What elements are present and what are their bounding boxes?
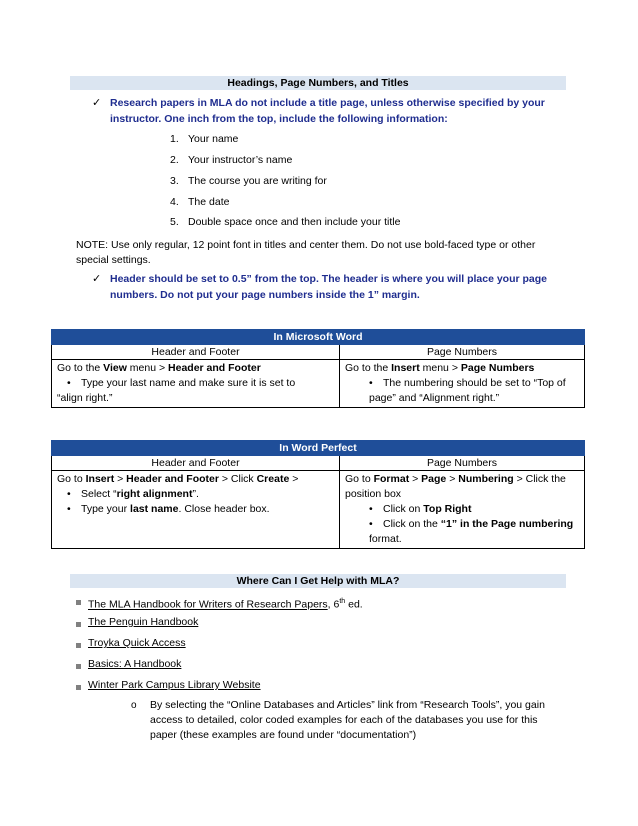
- word-table-title: In Microsoft Word: [52, 330, 585, 345]
- text: th: [339, 598, 346, 605]
- list-item-5: Double space once and then include your title: [188, 216, 401, 228]
- note-line1: NOTE: Use only regular, 12 point font in titles and center them. Do not use bold-faced type or other: [76, 239, 536, 251]
- square-bullet-icon: [76, 600, 81, 605]
- link-penguin-handbook[interactable]: The Penguin Handbook: [88, 616, 199, 628]
- text: menu >: [419, 362, 461, 374]
- text: Numbering: [458, 473, 514, 485]
- text: Page: [421, 473, 447, 485]
- text: Type your last name and make sure it is set to: [81, 377, 296, 389]
- text: Create: [256, 473, 290, 485]
- text: Insert: [85, 473, 115, 485]
- text: >: [446, 473, 459, 485]
- word-table: [51, 329, 585, 408]
- insert-menu-text: Insert: [391, 362, 420, 374]
- text: Top Right: [423, 503, 472, 515]
- note-line2: special settings.: [76, 254, 151, 266]
- text: > Click: [218, 473, 257, 485]
- list-item-2: Your instructor’s name: [188, 154, 293, 166]
- section-heading-help: Where Can I Get Help with MLA?: [70, 574, 566, 588]
- wp-col1-head: Header and Footer: [52, 456, 340, 471]
- list-num-5: 5.: [170, 216, 179, 228]
- text: page” and “Alignment right.”: [369, 392, 500, 404]
- list-num-4: 4.: [170, 196, 179, 208]
- text: “1” in the Page numbering: [440, 518, 574, 530]
- text: , 6: [327, 598, 340, 611]
- wp-col2-cell: [340, 471, 585, 549]
- list-item-4: The date: [188, 196, 230, 208]
- text: Go to the: [57, 362, 104, 374]
- sub-line2: access to detailed, color coded examples for each of the databases you use for this: [150, 714, 538, 726]
- text: right alignment: [116, 488, 193, 500]
- text: > Click the: [513, 473, 566, 485]
- text: ”.: [192, 488, 199, 500]
- bullet: •: [369, 503, 373, 515]
- text: Go to: [345, 473, 374, 485]
- resource-item-1[interactable]: [88, 595, 363, 612]
- sub-line1: By selecting the “Online Databases and Articles” link from “Research Tools”, you gain: [150, 699, 545, 711]
- word-col1-head: Header and Footer: [52, 345, 340, 360]
- text: Click on: [383, 503, 424, 515]
- circle-bullet-icon: o: [131, 700, 137, 711]
- list-num-3: 3.: [170, 175, 179, 187]
- link-troyka-quick-access[interactable]: Troyka Quick Access: [88, 637, 186, 649]
- text: Select “: [81, 488, 117, 500]
- word-col2-cell: [340, 360, 585, 408]
- square-bullet-icon: [76, 664, 81, 669]
- square-bullet-icon: [76, 685, 81, 690]
- page-numbers-text: Page Numbers: [460, 362, 535, 374]
- check2-line2: numbers. Do not put your page numbers inside the 1” margin.: [110, 289, 420, 301]
- list-num-2: 2.: [170, 154, 179, 166]
- wordperfect-table: [51, 440, 585, 549]
- bullet: •: [67, 503, 71, 515]
- text: format.: [369, 533, 402, 545]
- link-mla-handbook[interactable]: The MLA Handbook for Writers of Research Papers: [88, 598, 328, 611]
- text: last name: [130, 503, 179, 515]
- text: Type your: [81, 503, 131, 515]
- checkmark-icon: ✓: [92, 97, 102, 109]
- sub-line3: paper (these examples are found under “documentation”): [150, 729, 417, 741]
- text: >: [409, 473, 422, 485]
- view-menu-text: View: [103, 362, 127, 374]
- text: “align right.”: [57, 392, 113, 404]
- text: . Close header box.: [178, 503, 270, 515]
- text: position box: [345, 488, 402, 500]
- text: menu >: [126, 362, 169, 374]
- text: Header and Footer: [126, 473, 219, 485]
- check2-line1: Header should be set to 0.5” from the top. The header is where you will place your page: [110, 273, 548, 285]
- square-bullet-icon: [76, 643, 81, 648]
- section-heading-headings: Headings, Page Numbers, and Titles: [70, 76, 566, 90]
- text: The numbering should be set to “Top of: [383, 377, 566, 389]
- text: >: [114, 473, 127, 485]
- bullet: •: [369, 518, 373, 530]
- check1-line2: instructor. One inch from the top, include the following information:: [110, 113, 448, 125]
- square-bullet-icon: [76, 622, 81, 627]
- check1-line1: Research papers in MLA do not include a title page, unless otherwise specified by your: [110, 97, 545, 109]
- list-item-1: Your name: [188, 133, 239, 145]
- link-basics-handbook[interactable]: Basics: A Handbook: [88, 658, 182, 670]
- word-col1-cell: [52, 360, 340, 408]
- wp-col1-cell: [52, 471, 340, 549]
- text: >: [289, 473, 299, 485]
- word-col2-head: Page Numbers: [340, 345, 585, 360]
- list-num-1: 1.: [170, 133, 179, 145]
- text: Click on the: [383, 518, 441, 530]
- list-item-3: The course you are writing for: [188, 175, 327, 187]
- bullet: •: [67, 488, 71, 500]
- header-footer-text: Header and Footer: [168, 362, 261, 374]
- wp-col2-head: Page Numbers: [340, 456, 585, 471]
- wp-table-title: In Word Perfect: [52, 441, 585, 456]
- text: Format: [373, 473, 410, 485]
- text: Go to: [57, 473, 86, 485]
- text: Go to the: [345, 362, 392, 374]
- link-library-website[interactable]: Winter Park Campus Library Website: [88, 679, 261, 691]
- bullet: •: [67, 377, 71, 389]
- text: ed.: [345, 598, 363, 611]
- bullet: •: [369, 377, 373, 389]
- checkmark-icon: ✓: [92, 273, 102, 285]
